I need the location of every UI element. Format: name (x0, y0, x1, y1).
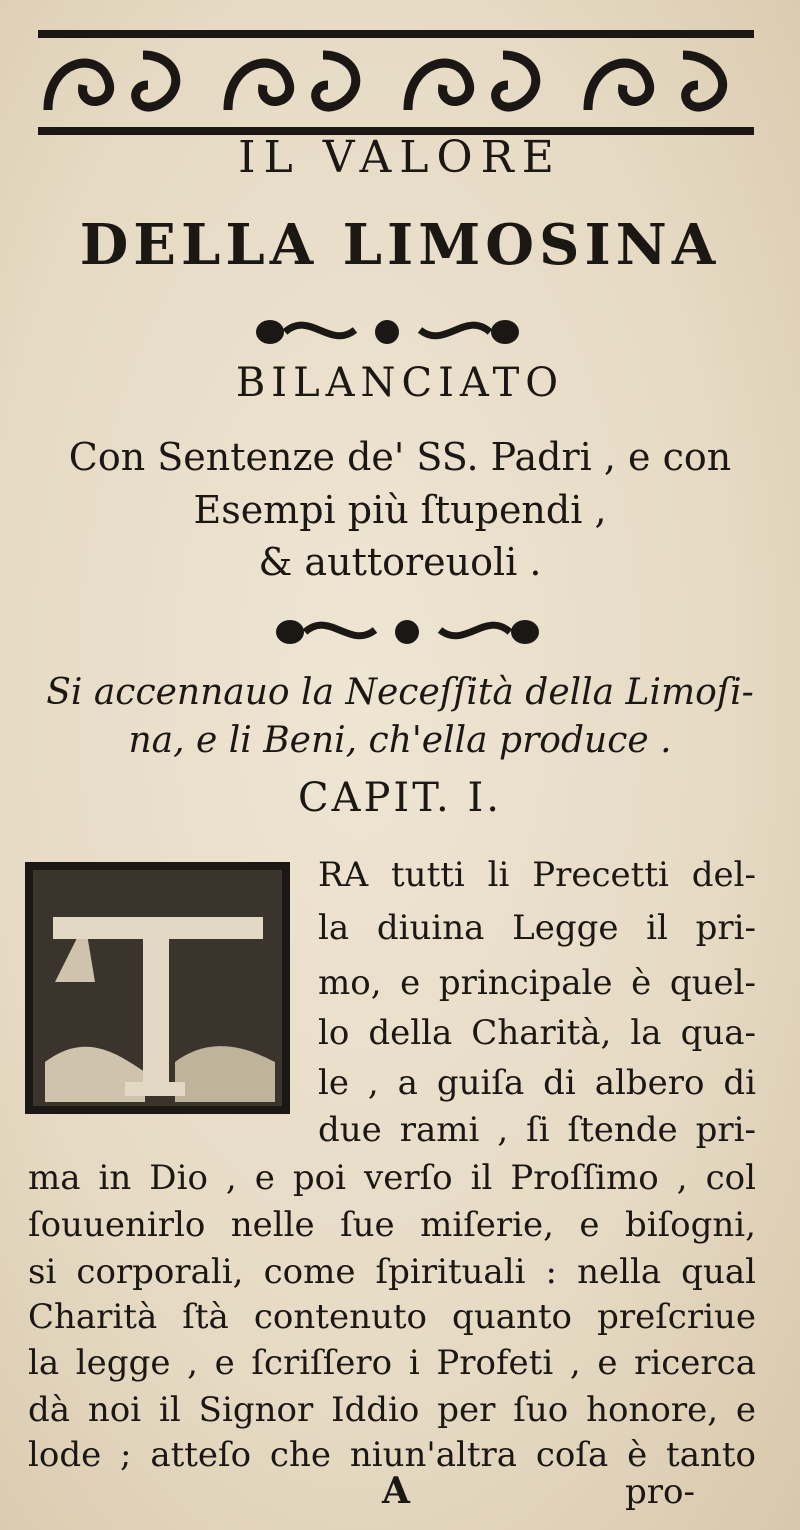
title-line-1: IL VALORE (238, 132, 562, 183)
body-line: mo, e principale è quel- (318, 963, 756, 1003)
chapter-heading: CAPIT. I. (298, 775, 502, 821)
catchword: pro- (625, 1472, 695, 1512)
body-line: due rami , ſi ſtende pri- (318, 1110, 756, 1150)
subtitle-line: & auttoreuoli . (258, 540, 542, 584)
body-line: dà noi il Signor Iddio per ſuo honore, e (28, 1390, 756, 1430)
body-line: le , a guiſa di albero di (318, 1063, 756, 1103)
ornamental-headpiece (38, 30, 754, 135)
body-line: lo della Charità, la qua- (318, 1013, 756, 1053)
subtitle-line: Con Sentenze de' SS. Padri , e con (68, 435, 732, 479)
body-line: Charità ſtà contenuto quanto preſcriue (28, 1297, 756, 1337)
woodcut-drop-cap (25, 862, 290, 1114)
ornament-divider (255, 310, 520, 350)
chapter-summary-line: na, e li Beni, ch'ella produce . (128, 720, 672, 761)
body-line: RA tutti li Precetti del- (318, 855, 756, 895)
body-line: la diuina Legge il pri- (318, 908, 756, 948)
body-line: ſouuenirlo nelle ſue miſerie, e biſogni, (28, 1205, 756, 1245)
ornament-divider (275, 610, 540, 650)
signature-mark: A (382, 1470, 410, 1512)
body-line: ma in Dio , e poi verſo il Proſſimo , col (28, 1158, 756, 1198)
subtitle-line: Esempi più ſtupendi , (193, 488, 607, 532)
body-line: lode ; atteſo che niun'altra coſa è tanto (28, 1435, 756, 1475)
title-line-2: DELLA LIMOSINA (79, 212, 721, 278)
title-line-3: BILANCIATO (235, 360, 565, 406)
body-line: la legge , e ſcriſſero i Profeti , e ricerca (28, 1343, 756, 1383)
body-line: si corporali, come ſpirituali : nella qual (28, 1252, 756, 1292)
chapter-summary-line: Si accennauo la Neceſſità della Limoſi- (46, 672, 754, 713)
